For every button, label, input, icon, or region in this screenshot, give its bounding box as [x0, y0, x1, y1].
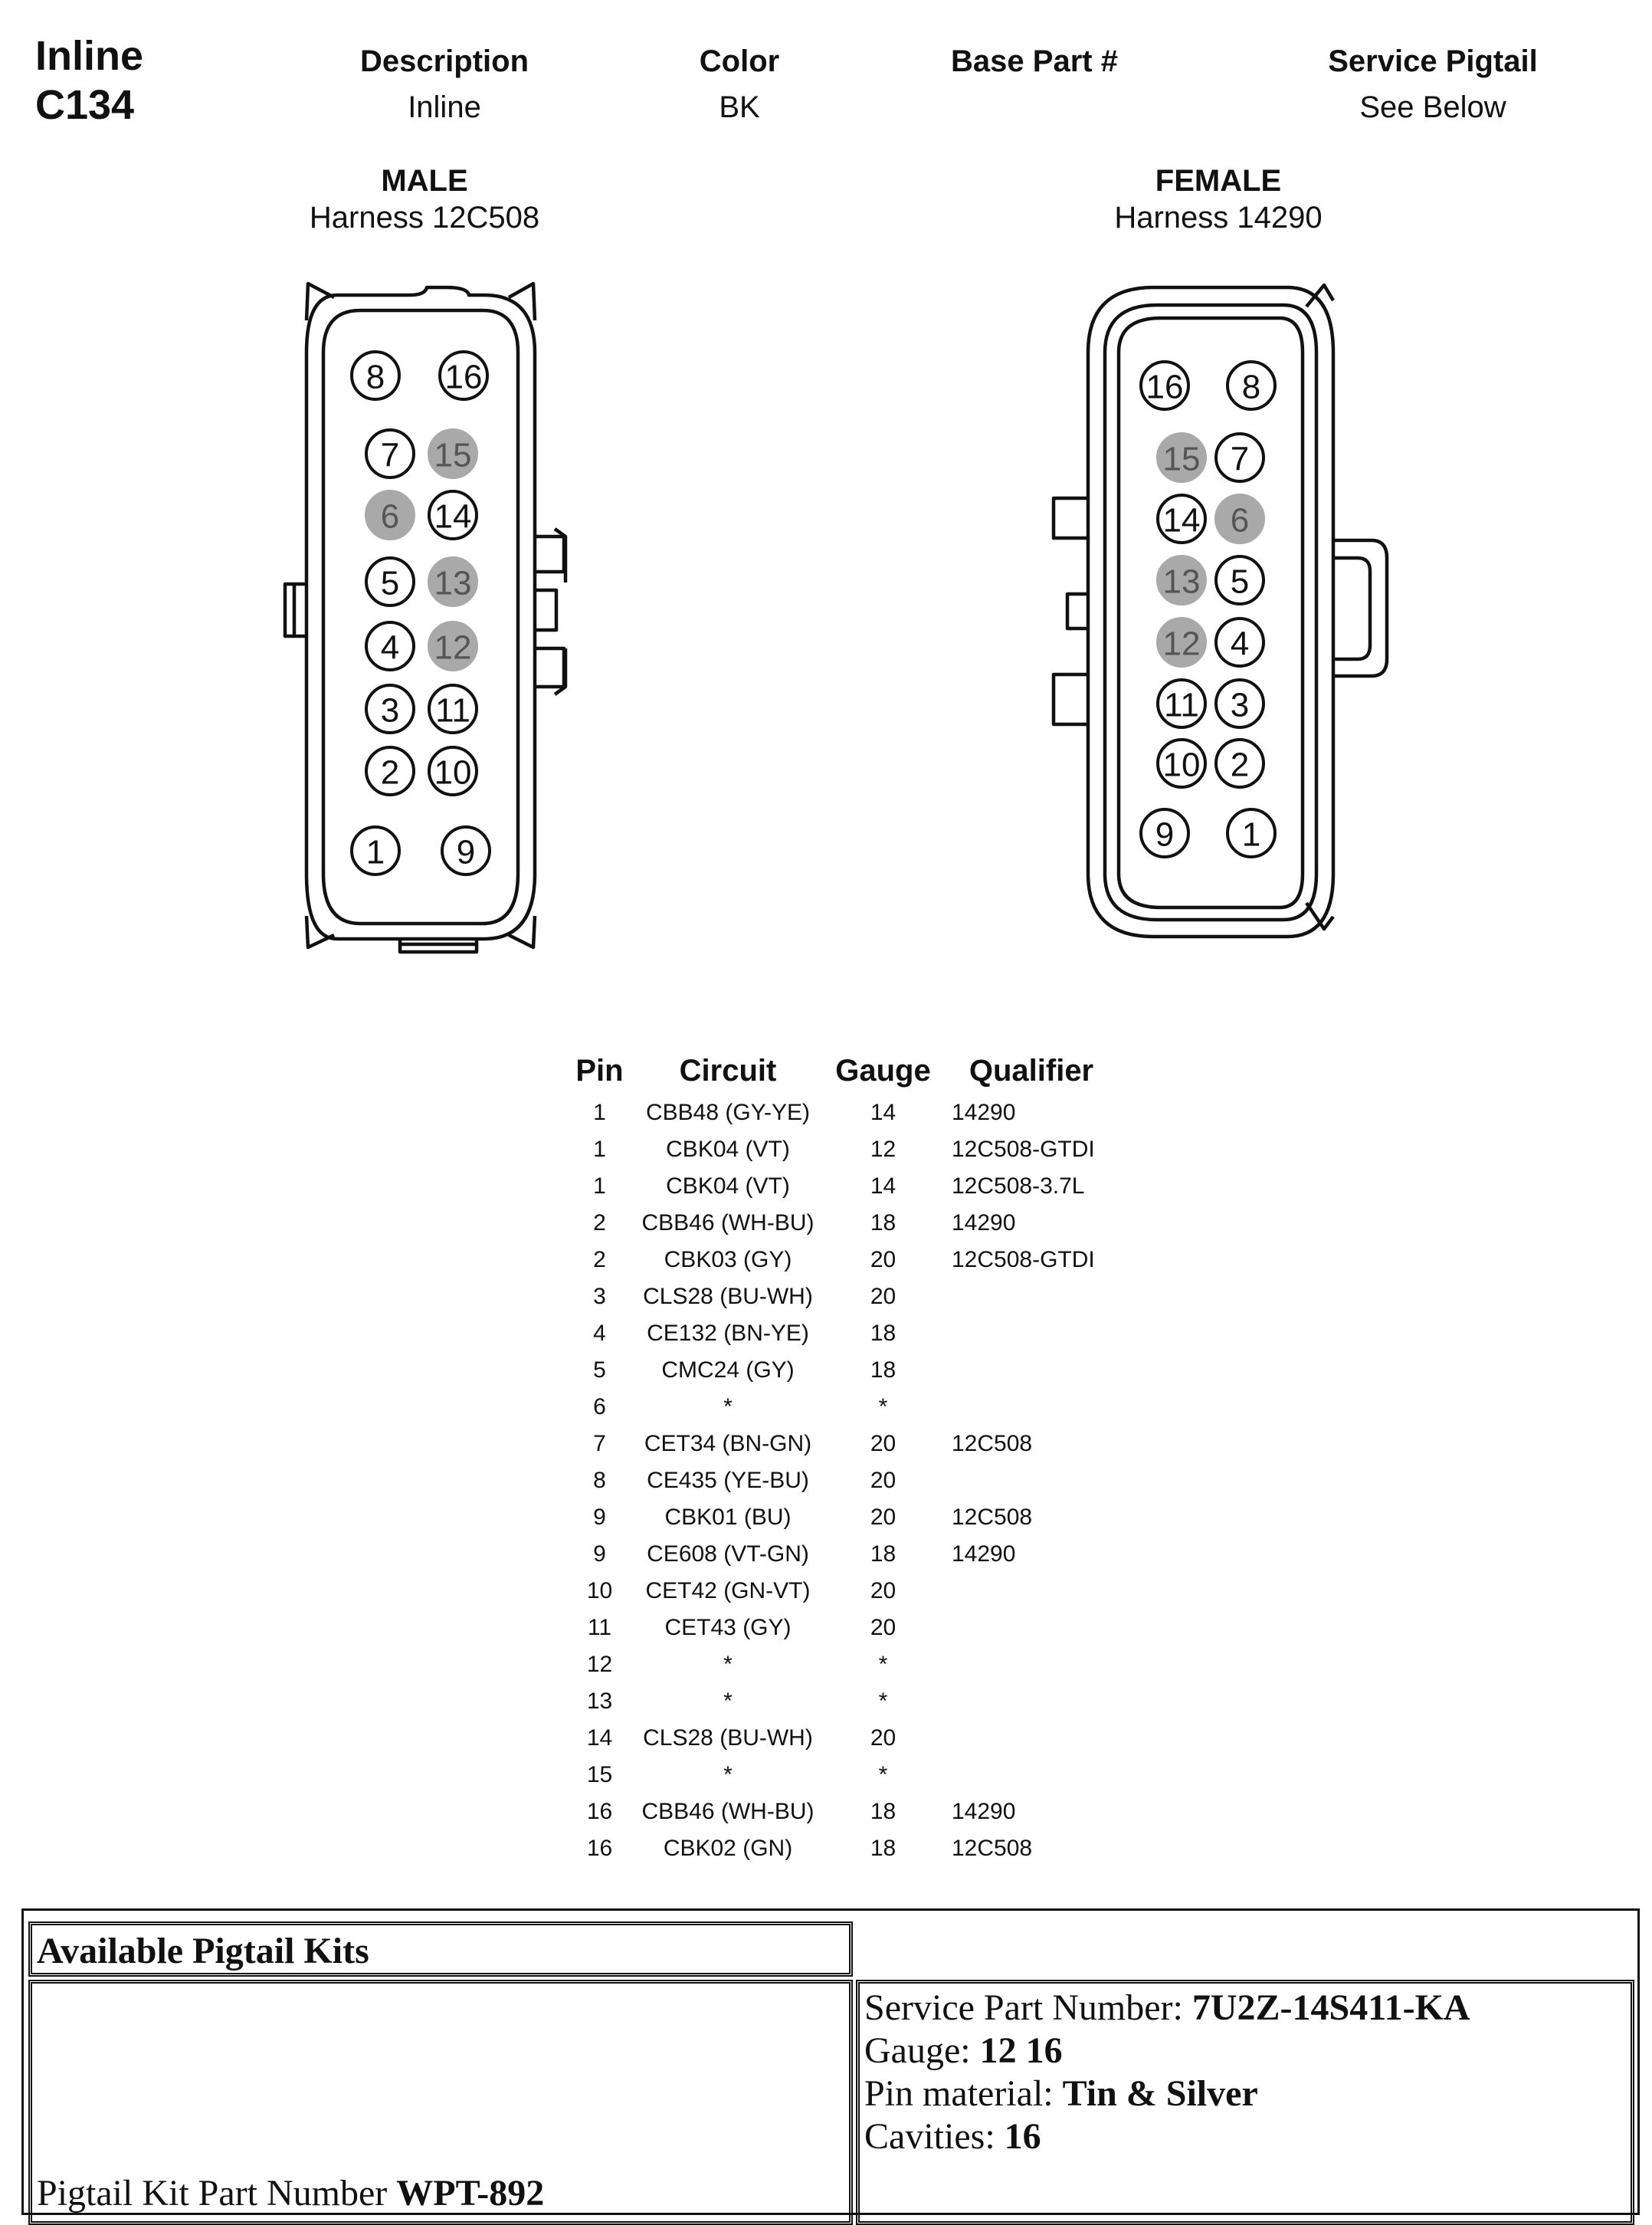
circuit-cell: CET34 (BN-GN) [644, 1431, 812, 1456]
pin-cell: 1 [593, 1100, 606, 1125]
pin-cell: 1 [593, 1173, 606, 1199]
gauge-cell: 20 [870, 1247, 896, 1272]
pin-cell: 8 [593, 1468, 606, 1493]
qualifier-cell: 12C508-GTDI [952, 1137, 1095, 1162]
qualifier-cell [942, 1610, 1120, 1646]
circuit-cell: CE132 (BN-YE) [647, 1321, 809, 1346]
male-pin-13-label: 13 [434, 564, 472, 602]
pin-cell: 2 [593, 1247, 606, 1272]
gauge-cell: 12 [870, 1137, 896, 1162]
cavities-label: Cavities: [864, 2116, 1005, 2157]
qualifier-cell: 12C508-GTDI [952, 1247, 1095, 1272]
male-pin-9-label: 9 [456, 833, 476, 871]
service-pigtail-value: See Below [1359, 90, 1506, 124]
table-row [567, 1720, 1120, 1757]
female-pin-3-label: 3 [1230, 686, 1250, 724]
circuit-cell: * [723, 1762, 733, 1787]
gauge-cell: 20 [870, 1615, 896, 1640]
female-pin-10-label: 10 [1162, 746, 1201, 784]
pigtail-heading: Available Pigtail Kits [37, 1931, 369, 1971]
table-row [567, 1168, 1120, 1205]
female-connector-outline [1054, 285, 1387, 937]
male-pin-8-label: 8 [365, 358, 385, 396]
gauge-cell: 18 [870, 1799, 896, 1824]
table-row [567, 1462, 1120, 1499]
male-pin-1-label: 1 [365, 833, 385, 871]
gauge-cell: 20 [870, 1725, 896, 1751]
pin-cell: 4 [593, 1321, 606, 1346]
service-part-details [864, 1987, 1470, 2158]
circuit-cell: CBK01 (BU) [664, 1505, 792, 1530]
pin-table [567, 1054, 1120, 1867]
qualifier-cell: 12C508 [952, 1431, 1033, 1456]
pin-material-label: Pin material: [864, 2073, 1063, 2114]
gauge-cell: 20 [870, 1468, 896, 1493]
qualifier-column-header: Qualifier [969, 1054, 1094, 1088]
qualifier-cell [942, 1683, 1120, 1720]
pin-material-value: Tin & Silver [1062, 2073, 1258, 2114]
circuit-cell: CBB46 (WH-BU) [641, 1210, 815, 1236]
female-title: FEMALE [1155, 164, 1282, 198]
male-title: MALE [381, 164, 468, 198]
female-pin-5-label: 5 [1230, 563, 1250, 601]
gauge-cell: 20 [870, 1505, 896, 1530]
circuit-cell: CET42 (GN-VT) [645, 1578, 811, 1603]
circuit-cell: CLS28 (BU-WH) [643, 1284, 813, 1309]
qualifier-cell: 12C508 [952, 1836, 1033, 1861]
table-row [567, 1499, 1120, 1536]
table-row [567, 1094, 1120, 1131]
qualifier-cell [942, 1352, 1120, 1389]
gauge-column-header: Gauge [835, 1054, 931, 1088]
service-part-box [856, 1980, 1634, 2225]
male-pin-15-label: 15 [434, 436, 472, 474]
pin-cell: 9 [593, 1505, 606, 1530]
qualifier-cell: 12C508 [952, 1505, 1033, 1530]
male-pin-4-label: 4 [380, 628, 400, 667]
circuit-cell: CMC24 (GY) [661, 1357, 795, 1383]
base-part-header: Base Part # [951, 44, 1118, 78]
gauge-cell: 20 [870, 1284, 896, 1309]
circuit-cell: CBK03 (GY) [664, 1247, 792, 1272]
gauge-cell: * [878, 1652, 888, 1677]
table-row [567, 1830, 1120, 1867]
circuit-cell: CBK04 (VT) [666, 1173, 790, 1199]
gauge-cell: 18 [870, 1541, 896, 1567]
male-pin-6-label: 6 [380, 497, 400, 536]
pin-cell: 9 [593, 1541, 606, 1567]
gauge-cell: * [878, 1688, 888, 1714]
table-row [567, 1536, 1120, 1573]
male-pin-11-label: 11 [435, 691, 470, 730]
gauge-label: Gauge: [864, 2030, 980, 2071]
gauge-cell: 18 [870, 1321, 896, 1346]
qualifier-cell: 14290 [952, 1541, 1016, 1567]
circuit-cell: CBK04 (VT) [666, 1137, 790, 1162]
circuit-cell: CBB46 (WH-BU) [641, 1799, 815, 1824]
female-harness: Harness 14290 [1114, 201, 1323, 235]
service-part-number: 7U2Z-14S411-KA [1191, 1987, 1470, 2028]
qualifier-cell [942, 1389, 1120, 1426]
gauge-cell: 14 [870, 1100, 896, 1125]
female-pin-8-label: 8 [1241, 368, 1261, 406]
pin-cell: 16 [586, 1836, 613, 1861]
qualifier-cell: 14290 [952, 1799, 1016, 1824]
male-pin-10-label: 10 [434, 753, 472, 792]
color-value: BK [719, 90, 760, 124]
connector-type: Inline [35, 33, 144, 79]
gauge-cell: * [878, 1762, 888, 1787]
male-pin-12-label: 12 [434, 628, 472, 667]
service-pigtail-header: Service Pigtail [1328, 44, 1538, 78]
gauge-cell: 14 [870, 1173, 896, 1199]
pigtail-kits-panel [21, 1908, 1640, 2215]
table-row [567, 1389, 1120, 1426]
pin-cell: 1 [593, 1137, 606, 1162]
pin-table-header-row [567, 1054, 1120, 1094]
gauge-cell: 18 [870, 1210, 896, 1236]
circuit-cell: CLS28 (BU-WH) [643, 1725, 813, 1751]
cavities-value: 16 [1004, 2116, 1041, 2157]
pin-cell: 7 [593, 1431, 606, 1456]
table-row [567, 1793, 1120, 1830]
table-row [567, 1205, 1120, 1242]
male-connector-outline [285, 284, 565, 952]
description-value: Inline [408, 90, 481, 124]
table-row [567, 1242, 1120, 1278]
female-pin-13-label: 13 [1162, 563, 1201, 601]
circuit-cell: CBB48 (GY-YE) [646, 1100, 810, 1125]
circuit-cell: CET43 (GY) [664, 1615, 792, 1640]
table-row [567, 1573, 1120, 1610]
qualifier-cell: 12C508-3.7L [952, 1173, 1085, 1199]
qualifier-cell [942, 1315, 1120, 1352]
qualifier-cell [942, 1278, 1120, 1315]
circuit-cell: CE435 (YE-BU) [647, 1468, 809, 1493]
circuit-cell: * [723, 1688, 733, 1714]
female-pin-15-label: 15 [1162, 440, 1201, 478]
pin-cell: 10 [586, 1578, 613, 1603]
table-row [567, 1683, 1120, 1720]
circuit-cell: CE608 (VT-GN) [647, 1541, 809, 1567]
pin-cell: 13 [586, 1688, 613, 1714]
qualifier-cell: 14290 [952, 1100, 1016, 1125]
male-pin-16-label: 16 [444, 358, 483, 396]
table-row [567, 1757, 1120, 1793]
pin-material-line [864, 2072, 1470, 2115]
gauge-cell: 18 [870, 1357, 896, 1383]
pin-column-header: Pin [575, 1054, 624, 1088]
pin-cell: 16 [586, 1799, 613, 1824]
pigtail-kit-label: Pigtail Kit Part Number [37, 2173, 397, 2214]
female-pin-12-label: 12 [1162, 625, 1201, 663]
female-pin-9-label: 9 [1155, 816, 1175, 854]
qualifier-cell [942, 1757, 1120, 1793]
gauge-cell: 20 [870, 1578, 896, 1603]
pigtail-kit-number: WPT-892 [396, 2173, 545, 2214]
service-part-label: Service Part Number: [864, 1987, 1192, 2028]
pin-cell: 2 [593, 1210, 606, 1236]
description-header: Description [359, 44, 529, 78]
pin-cell: 5 [593, 1357, 606, 1383]
qualifier-cell [942, 1646, 1120, 1683]
qualifier-cell: 14290 [952, 1210, 1016, 1236]
female-pin-16-label: 16 [1146, 368, 1184, 406]
connector-id: C134 [35, 82, 135, 128]
gauge-cell: * [878, 1394, 888, 1419]
table-row [567, 1610, 1120, 1646]
table-row [567, 1278, 1120, 1315]
female-pin-1-label: 1 [1241, 816, 1261, 854]
pin-cell: 14 [586, 1725, 613, 1751]
circuit-cell: * [723, 1394, 733, 1419]
qualifier-cell [942, 1462, 1120, 1499]
pigtail-kit-line [37, 2172, 544, 2214]
circuit-cell: CBK02 (GN) [663, 1836, 793, 1861]
gauge-line [864, 2030, 1470, 2072]
circuit-cell: * [723, 1652, 733, 1677]
male-pin-7-label: 7 [380, 436, 400, 474]
female-pin-4-label: 4 [1230, 625, 1250, 663]
pin-cell: 6 [593, 1394, 606, 1419]
service-part-line [864, 1987, 1470, 2030]
gauge-value: 12 16 [979, 2030, 1063, 2071]
table-row [567, 1426, 1120, 1462]
female-connector-diagram [1038, 261, 1406, 966]
qualifier-cell [942, 1720, 1120, 1757]
pigtail-kit-box [28, 1980, 853, 2225]
male-pin-2-label: 2 [380, 753, 400, 792]
gauge-cell: 20 [870, 1431, 896, 1456]
qualifier-cell [942, 1573, 1120, 1610]
male-pin-3-label: 3 [380, 691, 400, 730]
pin-cell: 3 [593, 1284, 606, 1309]
male-pin-5-label: 5 [380, 564, 400, 602]
female-pin-11-label: 11 [1164, 686, 1199, 724]
female-pin-2-label: 2 [1230, 746, 1250, 784]
male-pin-14-label: 14 [434, 497, 472, 536]
female-pin-6-label: 6 [1230, 501, 1250, 540]
table-row [567, 1131, 1120, 1168]
circuit-column-header: Circuit [679, 1054, 777, 1088]
table-row [567, 1315, 1120, 1352]
female-pin-7-label: 7 [1230, 440, 1250, 478]
pin-cell: 12 [586, 1652, 613, 1677]
cavities-line [864, 2115, 1470, 2158]
male-connector-diagram [261, 261, 582, 966]
male-harness: Harness 12C508 [309, 201, 540, 235]
pin-cell: 15 [586, 1762, 613, 1787]
gauge-cell: 18 [870, 1836, 896, 1861]
pigtail-heading-box [28, 1921, 853, 1977]
female-pin-14-label: 14 [1162, 501, 1201, 540]
table-row [567, 1646, 1120, 1683]
color-header: Color [699, 44, 780, 78]
table-row [567, 1352, 1120, 1389]
pin-cell: 11 [587, 1615, 612, 1640]
